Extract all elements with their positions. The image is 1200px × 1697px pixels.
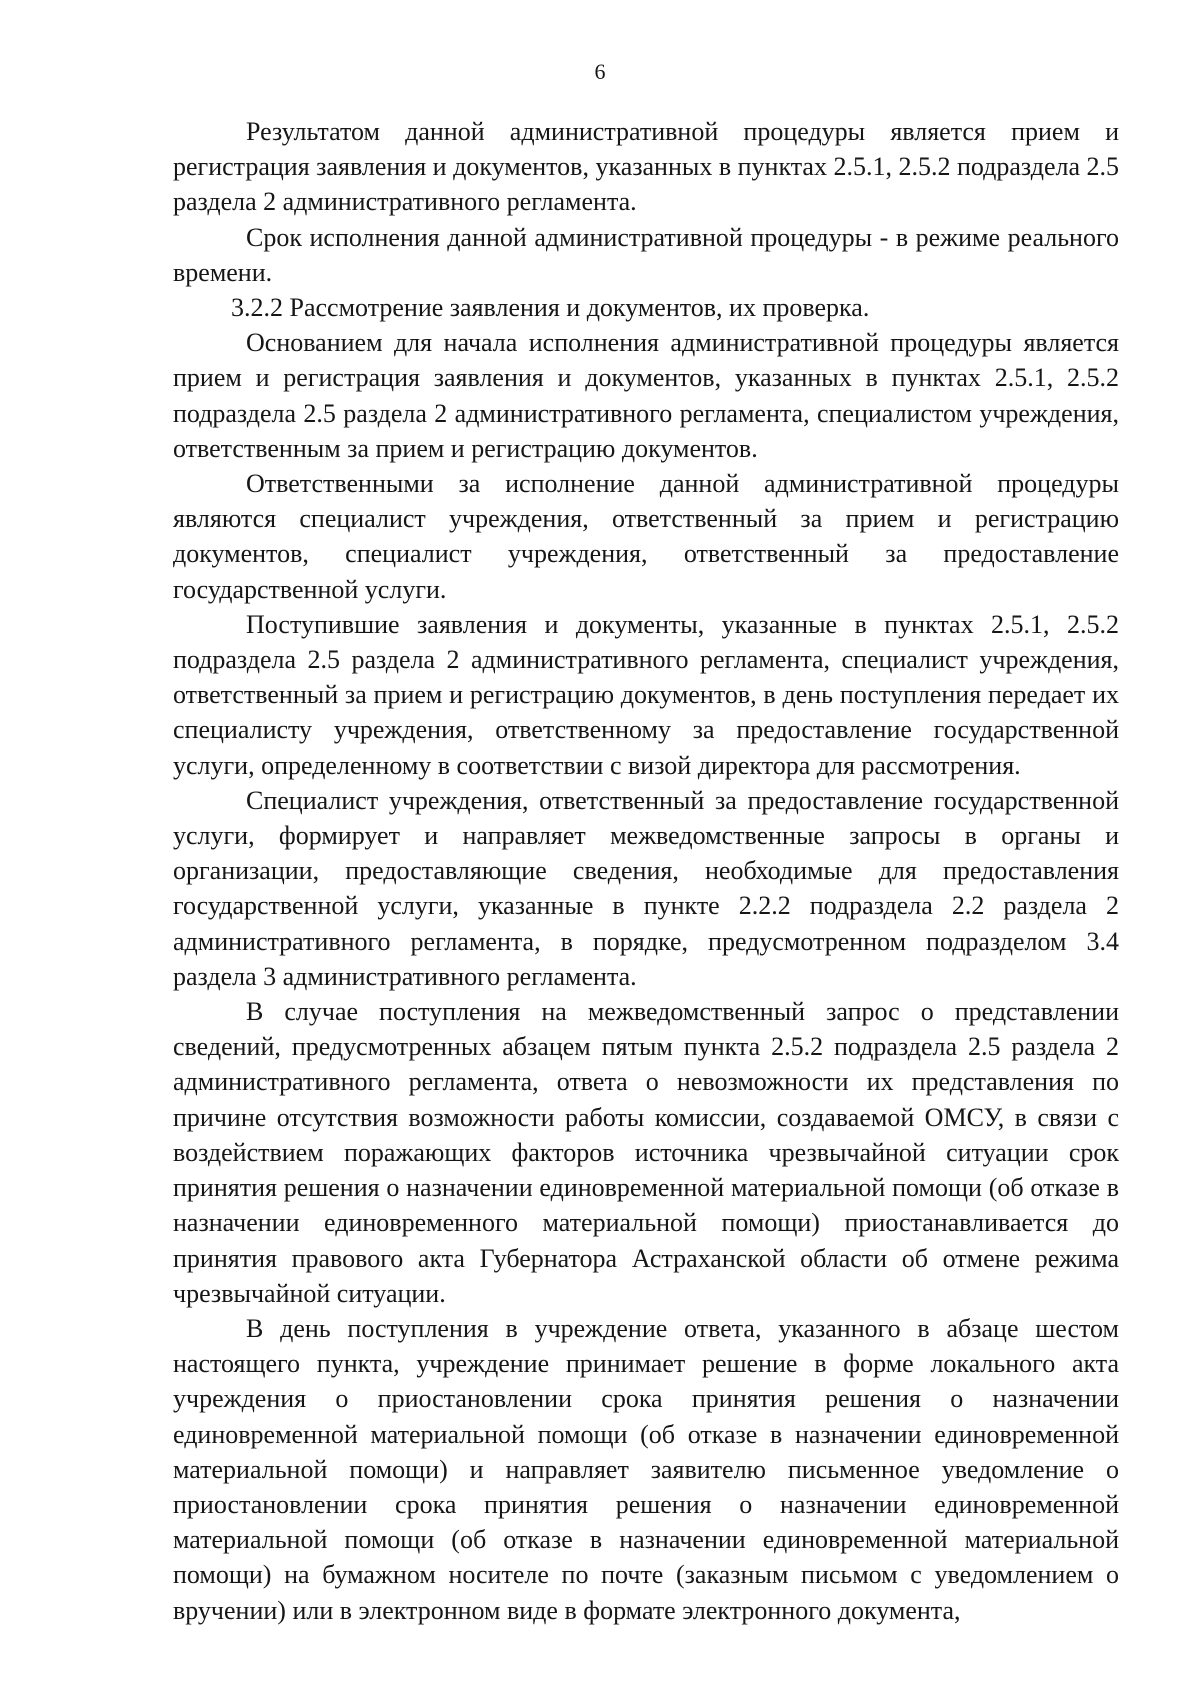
paragraph-interagency-requests: Специалист учреждения, ответственный за предоставление государственной услуги, формирует и направляет межведомственные запросы в органы и организации, предоставляющие сведения, необходимые для предоставления государственной услуги, указанные в пункте 2.2.2 подраздела 2.2 раздела 2 административного регламента, в порядке, предусмотренном подразделом 3.4 раздела 3 административного регламента. [173,785,1119,991]
paragraph-documents-transfer: Поступившие заявления и документы, указанные в пунктах 2.5.1, 2.5.2 подраздела 2.5 раздела 2 административного регламента, специалист учреждения, ответственный за прием и регистрацию документов, в день поступления передает их специалисту учреждения, ответственному за предоставление государственной услуги, определенному в соответствии с визой директора для рассмотрения. [173,609,1119,780]
paragraph-procedure-basis: Основанием для начала исполнения административной процедуры является прием и регистрация заявления и документов, указанных в пунктах 2.5.1, 2.5.2 подраздела 2.5 раздела 2 административного регламента, специалистом учреждения, ответственным за прием и регистрацию документов. [173,328,1119,463]
paragraph-responsible-persons: Ответственными за исполнение данной административной процедуры являются специалист учреждения, ответственный за прием и регистрацию документов, специалист учреждения, ответственный за предоставление государственной услуги. [173,469,1119,604]
document-body [173,114,1119,1628]
paragraph-procedure-result: Результатом данной административной процедуры является прием и регистрация заявления и документов, указанных в пунктах 2.5.1, 2.5.2 подраздела 2.5 раздела 2 административного регламента. [173,117,1119,217]
paragraph-suspension-case: В случае поступления на межведомственный запрос о представлении сведений, предусмотренных абзацем пятым пункта 2.5.2 подраздела 2.5 раздела 2 административного регламента, ответа о невозможности их представления по причине отсутствия возможности работы комиссии, создаваемой ОМСУ, в связи с воздействием поражающих факторов источника чрезвычайной ситуации срок принятия решения о назначении единовременной материальной помощи (об отказе в назначении единовременного материальной помощи) приостанавливается до принятия правового акта Губернатора Астраханской области об отмене режима чрезвычайной ситуации. [173,997,1119,1308]
paragraph-suspension-notice: В день поступления в учреждение ответа, указанного в абзаце шестом настоящего пункта, учреждение принимает решение в форме локального акта учреждения о приостановлении срока принятия решения о назначении единовременной материальной помощи (об отказе в назначении единовременной материальной помощи) и направляет заявителю письменное уведомление о приостановлении срока принятия решения о назначении единовременной материальной помощи (об отказе в назначении единовременной материальной помощи) на бумажном носителе по почте (заказным письмом с уведомлением о вручении) или в электронном виде в формате электронного документа, [173,1313,1119,1625]
section-heading-3-2-2: 3.2.2 Рассмотрение заявления и документов, их проверка. [231,293,870,323]
page-number: 6 [594,59,606,84]
paragraph-procedure-deadline: Срок исполнения данной административной процедуры - в режиме реального времени. [173,222,1119,287]
